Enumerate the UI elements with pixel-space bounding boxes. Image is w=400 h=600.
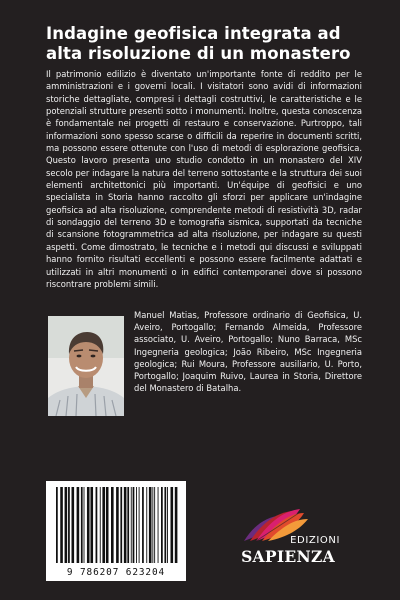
isbn-digits: 9 786207 623204: [66, 567, 166, 578]
book-title: Indagine geofisica integrata ad alta risoluzione di un monastero: [46, 24, 351, 63]
book-abstract: Il patrimonio edilizio è diventato un'importante fonte di reddito per le amministrazioni e i governi locali. I visitatori sono avidi di informazioni storiche dettagliate, compresi i dettagli costruttivi, le caratteristiche e le potenziali strutture presenti sotto i monumenti. Inoltre, questa conoscenza è fondamentale nei progetti di restauro e conservazione. Purtroppo, tali informazioni sono spesso scarse o difficili da reperire in documenti scritti, ma possono essere ottenute con l'uso di metodi di esplorazione geofisica. Questo lavoro presenta uno studio condotto in un monastero del XIV secolo per indagare la natura del terreno sottostante e la struttura dei suoi elementi architettonici più importanti. Un'équipe di geofisici e uno specialista in Storia hanno raccolto gli sforzi per applicare un'indagine geofisica ad alta risoluzione, comprendente metodi di resistività 3D, radar di sondaggio del terreno 3D e tomografia sismica, supportati da tecniche di scansione fotogrammetrica ad alta risoluzione, per indagare su questi aspetti. Come dimostrato, le tecniche e i metodi qui discussi e sviluppati hanno fornito risultati eccellenti e possono essere facilmente adattati e utilizzati in altri monumenti o in edifici contemporanei dove si possono riscontrare problemi simili.: [46, 69, 362, 289]
barcode-bars: [46, 481, 186, 567]
publisher-logo: [236, 505, 340, 571]
author-photo: [48, 316, 124, 416]
authors-bio: Manuel Matias, Professore ordinario di Geofisica, U. Aveiro, Portogallo; Fernando Almeida, Professore associato, U. Aveiro, Portogallo; Nuno Barraca, MSc Ingegneria geologica; João Ribeiro, MSc Ingegneria geologica; Rui Moura, Professore ausiliario, U. Porto, Portogallo; Joaquim Ruivo, Laurea in Storia, Direttore del Monastero di Batalha.: [134, 310, 362, 394]
isbn-barcode: [46, 481, 186, 581]
publisher-name: SAPIENZA: [241, 547, 335, 566]
publisher-brand: EDIZIONI: [290, 535, 340, 546]
